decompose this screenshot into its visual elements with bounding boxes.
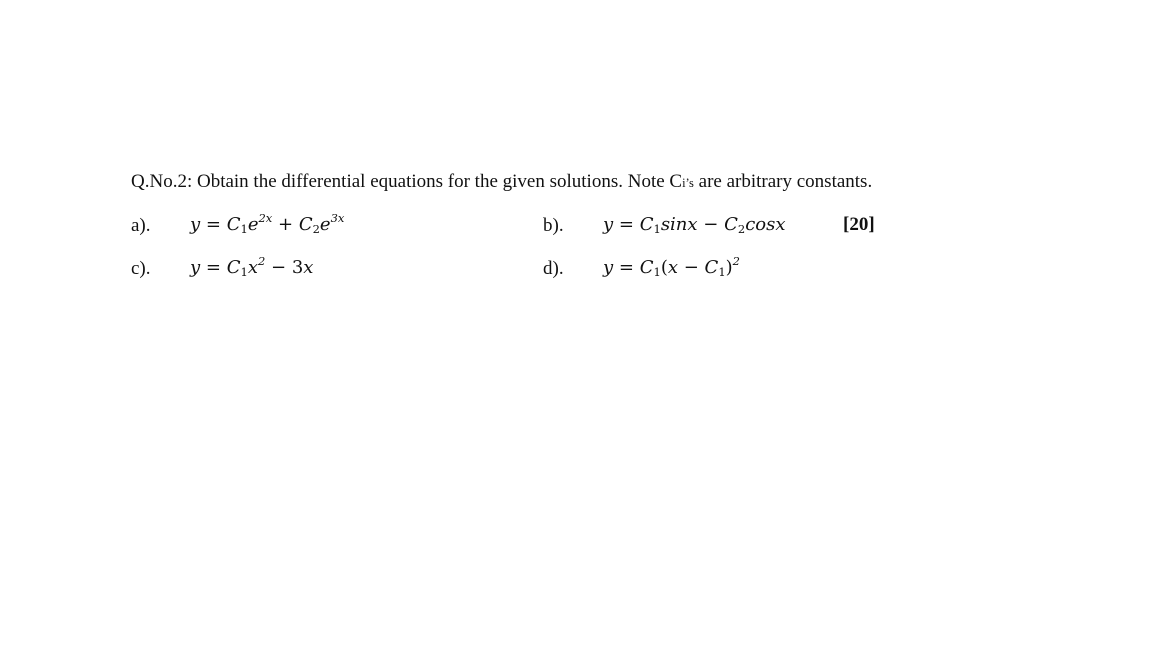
- eq-b-minus: −: [697, 214, 725, 235]
- eq-d-minus: −: [678, 257, 705, 278]
- eq-d-x: x: [667, 257, 678, 278]
- eq-c-x2: x: [303, 257, 314, 278]
- question-text: [131, 171, 872, 193]
- equation-c: [190, 254, 314, 279]
- eq-b-equals: =: [613, 214, 640, 235]
- part-c-label: c).: [131, 258, 151, 279]
- eq-a-e2-exp: 3x: [330, 211, 345, 225]
- eq-a-plus: +: [272, 214, 299, 235]
- eq-a-lhs: y: [190, 214, 201, 235]
- equation-a: [190, 211, 345, 236]
- eq-d-c1-sub: 1: [653, 265, 661, 279]
- eq-a-c2: C: [298, 214, 313, 235]
- eq-a-e1: e: [247, 214, 259, 235]
- eq-b-sin: sinx: [660, 214, 698, 235]
- eq-c-x: x: [247, 257, 258, 278]
- part-a-label: a).: [131, 215, 151, 236]
- eq-a-c1: C: [226, 214, 241, 235]
- marks-label: [20]: [843, 214, 875, 235]
- eq-a-equals: =: [200, 214, 227, 235]
- eq-d-open-paren: (: [660, 257, 668, 278]
- part-b-label: b).: [543, 215, 564, 236]
- eq-b-c2-sub: 2: [737, 222, 746, 236]
- eq-d-equals: =: [613, 257, 640, 278]
- eq-c-coef: 3: [291, 257, 304, 278]
- eq-d-c1b-sub: 1: [718, 265, 726, 279]
- question-suffix: are arbitrary constants.: [693, 171, 873, 192]
- equation-b: [603, 214, 786, 235]
- eq-d-close-paren: ): [725, 257, 733, 278]
- eq-c-c1-sub: 1: [240, 265, 248, 279]
- eq-c-lhs: y: [190, 257, 201, 278]
- eq-c-c1: C: [226, 257, 241, 278]
- eq-a-c1-sub: 1: [240, 222, 248, 236]
- eq-d-lhs: y: [603, 257, 614, 278]
- eq-a-e2: e: [319, 214, 331, 235]
- eq-b-c2: C: [724, 214, 738, 235]
- question-subscript: i’s: [682, 176, 694, 190]
- eq-b-lhs: y: [603, 214, 614, 235]
- eq-a-c2-sub: 2: [312, 222, 320, 236]
- eq-b-c1: C: [639, 214, 654, 235]
- eq-d-exp: 2: [732, 254, 740, 268]
- eq-b-c1-sub: 1: [653, 222, 661, 236]
- eq-a-e1-exp: 2x: [258, 211, 273, 225]
- eq-d-c1b: C: [704, 257, 719, 278]
- eq-c-equals: =: [200, 257, 227, 278]
- eq-c-x-exp: 2: [257, 254, 266, 268]
- eq-c-minus: −: [265, 257, 292, 278]
- eq-b-cos: cosx: [745, 214, 786, 235]
- eq-d-c1: C: [639, 257, 654, 278]
- equation-d: [603, 254, 740, 279]
- part-d-label: d).: [543, 258, 564, 279]
- question-prefix: Q.No.2: Obtain the differential equations for the given solutions. Note C: [131, 171, 683, 192]
